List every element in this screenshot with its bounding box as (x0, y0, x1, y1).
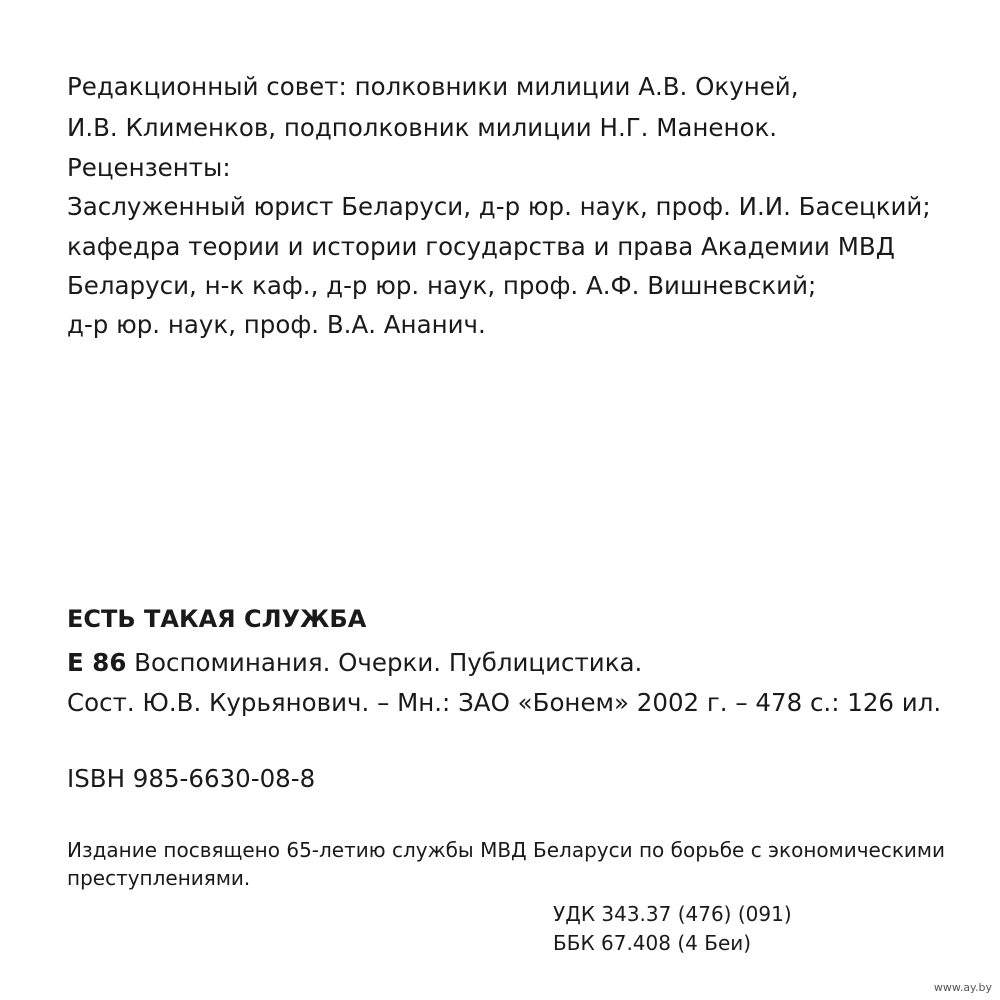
dedication-line-2: преступлениями. (67, 866, 251, 890)
book-imprint: Сост. Ю.В. Курьянович. – Мн.: ЗАО «Бонем» 2002 г. – 478 с.: 126 ил. (67, 688, 942, 717)
book-subtitle: Воспоминания. Очерки. Публицистика. (134, 648, 643, 677)
editorial-board-line-1: Редакционный совет: полковники милиции А.В. Окуней, (67, 72, 799, 101)
udk-code: УДК 343.37 (476) (091) (553, 902, 792, 926)
watermark: www.ay.by (933, 981, 992, 994)
reviewers-heading: Рецензенты: (67, 153, 231, 182)
reviewer-line-3: Беларуси, н-к каф., д-р юр. наук, проф. А.Ф. Вишневский; (67, 271, 817, 300)
book-subtitle-line (67, 648, 642, 677)
bbk-code: ББК 67.408 (4 Беи) (553, 931, 752, 955)
reviewer-line-1: Заслуженный юрист Беларуси, д-р юр. наук, проф. И.И. Басецкий; (67, 192, 931, 221)
isbn: ISBH 985-6630-08-8 (67, 764, 316, 793)
dedication-line-1: Издание посвящено 65-летию службы МВД Беларуси по борьбе с экономическими (67, 838, 946, 862)
reviewer-line-2: кафедра теории и истории государства и права Академии МВД (67, 232, 895, 261)
reviewer-line-4: д-р юр. наук, проф. В.А. Ананич. (67, 310, 486, 339)
book-title: ЕСТЬ ТАКАЯ СЛУЖБА (67, 605, 367, 633)
editorial-board-line-2: И.В. Клименков, подполковник милиции Н.Г. Маненок. (67, 113, 778, 142)
book-code: Е 86 (67, 648, 127, 677)
